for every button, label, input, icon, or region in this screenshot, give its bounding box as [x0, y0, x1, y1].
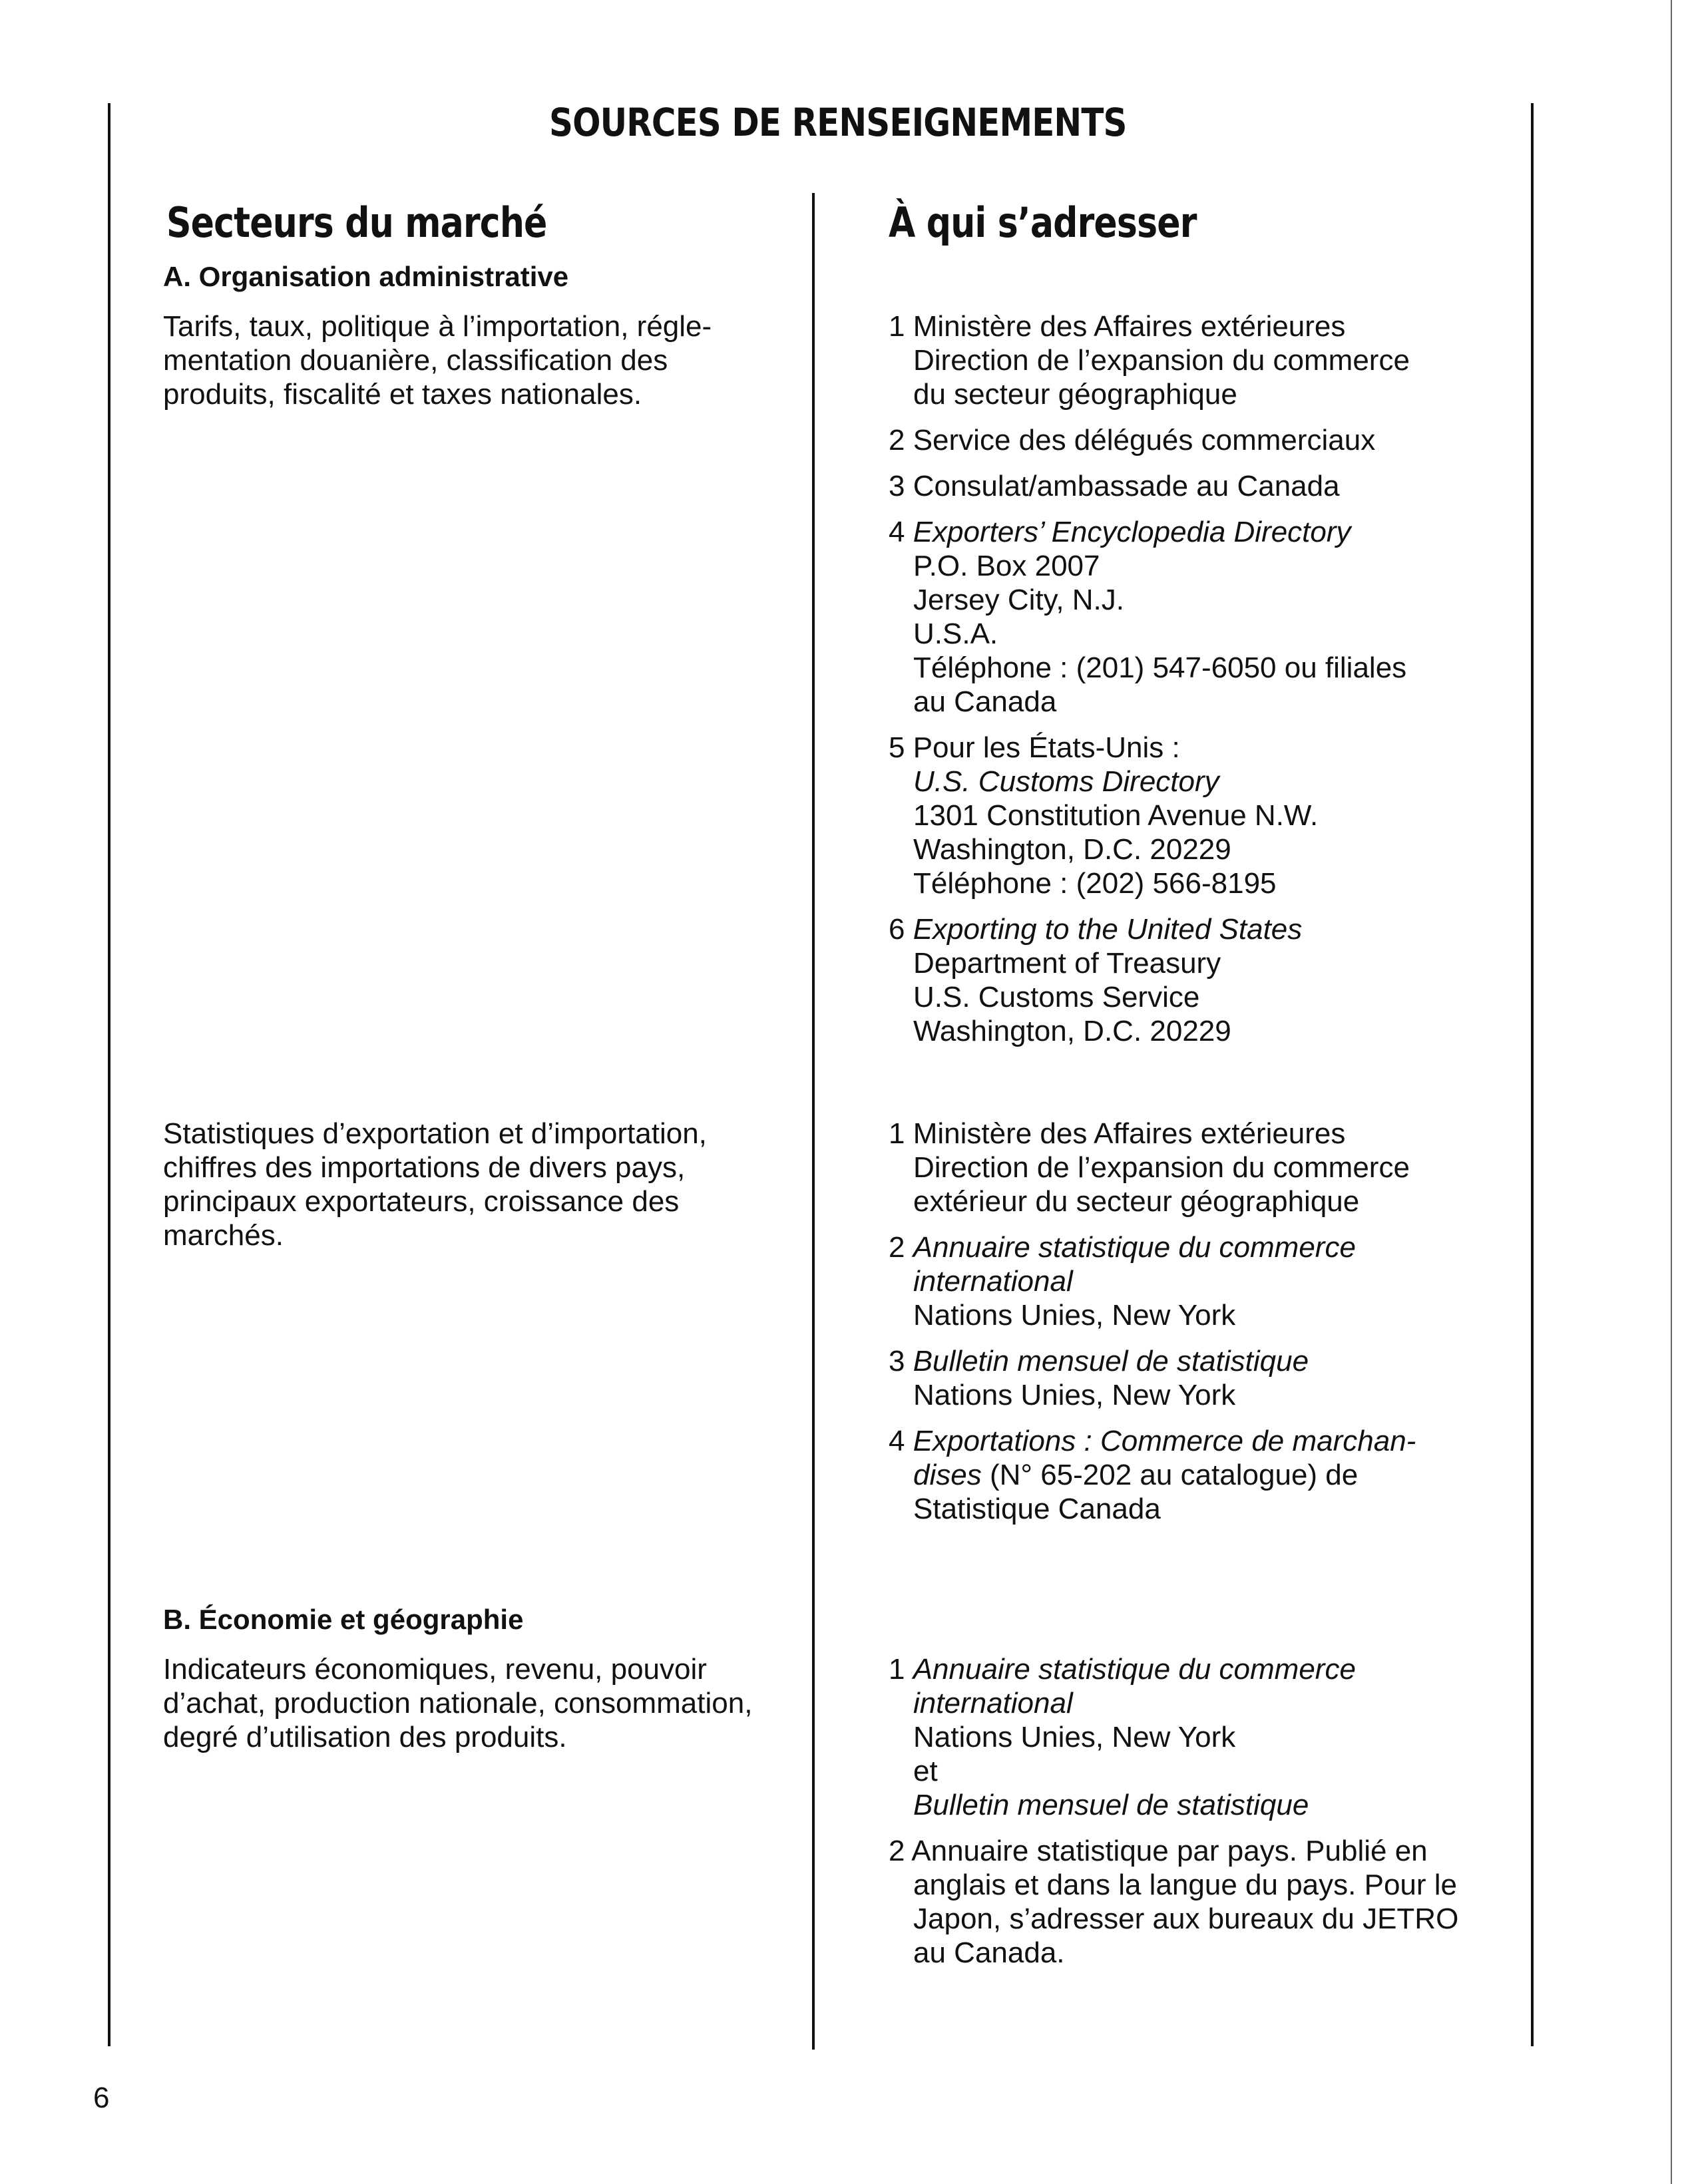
source-line [889, 1458, 1488, 1492]
section-a-topic-1 [163, 309, 775, 411]
source-line: 1 Ministère des Affaires extérieures [889, 1117, 1346, 1150]
source-line: au Canada [913, 685, 1057, 718]
source-line: U.S.A. [913, 618, 998, 650]
text-line: produits, fiscalité et taxes nationales. [163, 378, 642, 411]
source-line: Direction de l’expansion du commerce [913, 344, 1410, 377]
source-text: 1 [889, 1653, 913, 1686]
source-text: Exporting to the United States [913, 913, 1303, 946]
section-a-topic-2 [163, 1117, 775, 1252]
source-line: 1301 Constitution Avenue N.W. [913, 799, 1319, 832]
source-line: Jersey City, N.J. [913, 584, 1125, 616]
source-line: Washington, D.C. 20229 [913, 833, 1231, 866]
right-border-rule [1531, 103, 1534, 2046]
source-text: Exporters’ Encyclopedia Directory [913, 516, 1351, 548]
text-line: mentation douanière, classification des [163, 344, 668, 377]
source-text: Exportations : Commerce de marchan- [913, 1425, 1416, 1457]
source-item [889, 469, 1488, 503]
source-line: Nations Unies, New York [913, 1721, 1236, 1753]
source-line: international [913, 1265, 1073, 1298]
page-title: SOURCES DE RENSEIGNEMENTS [549, 100, 1127, 145]
sources-list-2 [889, 1117, 1488, 1538]
sources-list-1 [889, 309, 1488, 1060]
right-column-heading: À qui s’adresser [889, 198, 1197, 247]
source-line [889, 1424, 1488, 1458]
page-number: 6 [93, 2082, 110, 2114]
source-line: anglais et dans la langue du pays. Pour le [913, 1869, 1458, 1901]
source-line [889, 912, 1488, 946]
source-text: 4 [889, 1425, 913, 1457]
source-item [889, 515, 1488, 719]
source-line: Statistique Canada [913, 1493, 1161, 1525]
source-text: 3 [889, 1345, 913, 1377]
source-line: au Canada. [913, 1936, 1065, 1969]
source-text: Annuaire statistique du commerce [913, 1231, 1356, 1264]
source-line [889, 1230, 1488, 1264]
source-line: et [913, 1755, 938, 1787]
source-line: 2 Service des délégués commerciaux [889, 424, 1376, 456]
source-item [889, 912, 1488, 1048]
source-line: du secteur géographique [913, 378, 1237, 411]
source-line: P.O. Box 2007 [913, 550, 1100, 582]
source-line: Japon, s’adresser aux bureaux du JETRO [913, 1903, 1459, 1935]
column-divider-rule [812, 193, 815, 2050]
source-line: Téléphone : (201) 547-6050 ou filiales [913, 651, 1407, 684]
source-line: Nations Unies, New York [913, 1299, 1236, 1332]
source-item [889, 1117, 1488, 1218]
source-line: 3 Consulat/ambassade au Canada [889, 470, 1340, 502]
source-line: Direction de l’expansion du commerce [913, 1151, 1410, 1184]
source-line [889, 515, 1488, 549]
text-line: principaux exportateurs, croissance des [163, 1185, 680, 1218]
source-item [889, 1652, 1488, 1822]
source-text: 4 [889, 516, 913, 548]
text-line: Tarifs, taux, politique à l’importation, régle- [163, 310, 712, 343]
text-line: chiffres des importations de divers pays, [163, 1151, 686, 1184]
text-line: Indicateurs économiques, revenu, pouvoir [163, 1653, 707, 1686]
source-item [889, 1230, 1488, 1332]
source-text: Annuaire statistique du commerce [913, 1653, 1356, 1686]
source-line: 1 Ministère des Affaires extérieures [889, 310, 1346, 343]
source-text: 2 [889, 1231, 913, 1264]
source-line: U.S. Customs Service [913, 981, 1200, 1013]
source-line [889, 1652, 1488, 1686]
source-line: Nations Unies, New York [913, 1379, 1236, 1411]
source-text: Bulletin mensuel de statistique [913, 1345, 1309, 1377]
text-line: marchés. [163, 1219, 284, 1252]
left-column-heading: Secteurs du marché [166, 198, 547, 247]
source-text: (N° 65-202 au catalogue) de [981, 1459, 1359, 1491]
source-item [889, 1834, 1488, 1970]
section-b-heading: B. Économie et géographie [163, 1604, 524, 1635]
source-line: Bulletin mensuel de statistique [913, 1789, 1309, 1821]
source-line: 2 Annuaire statistique par pays. Publié en [889, 1835, 1428, 1867]
source-item [889, 1344, 1488, 1412]
text-line: degré d’utilisation des produits. [163, 1721, 567, 1753]
text-line: d’achat, production nationale, consommation, [163, 1687, 753, 1720]
source-item [889, 1424, 1488, 1526]
page-edge-line [1671, 0, 1672, 2184]
source-text: 6 [889, 913, 913, 946]
sources-list-3 [889, 1652, 1488, 1982]
text-line: Statistiques d’exportation et d’importation, [163, 1117, 707, 1150]
source-line: 5 Pour les États-Unis : [889, 731, 1180, 764]
source-line: Department of Treasury [913, 947, 1221, 980]
source-item [889, 731, 1488, 900]
source-line: extérieur du secteur géographique [913, 1185, 1360, 1218]
source-line [889, 1344, 1488, 1378]
source-line: Téléphone : (202) 566-8195 [913, 867, 1277, 900]
section-a-heading: A. Organisation administrative [163, 261, 569, 292]
section-b-topic-1 [163, 1652, 775, 1754]
source-item [889, 309, 1488, 411]
source-item [889, 423, 1488, 457]
source-line: international [913, 1687, 1073, 1720]
source-line: U.S. Customs Directory [913, 765, 1219, 798]
source-line: Washington, D.C. 20229 [913, 1015, 1231, 1047]
source-text: dises [913, 1459, 982, 1491]
left-border-rule [108, 103, 110, 2046]
